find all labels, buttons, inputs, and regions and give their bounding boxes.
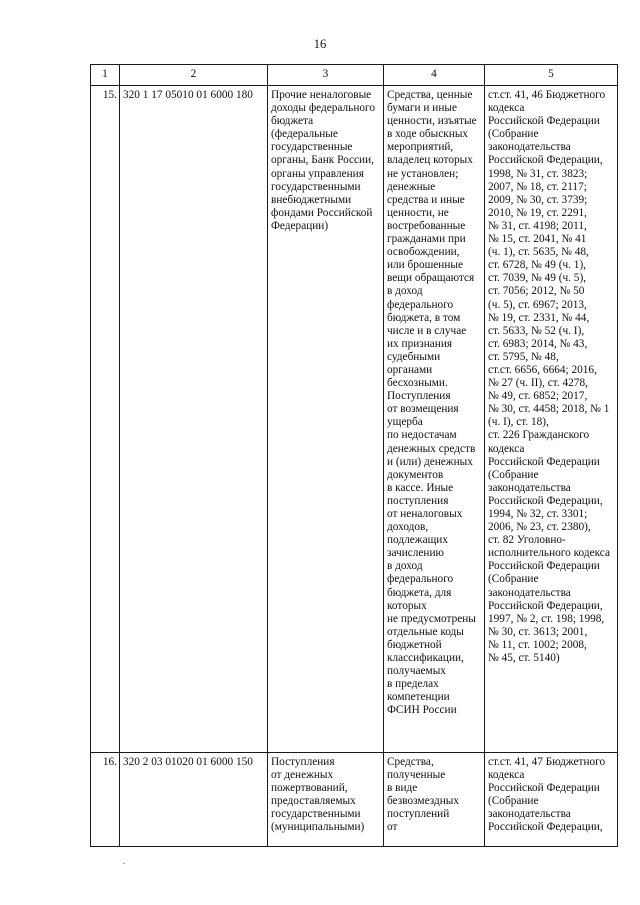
column-header-2: 2 (120, 65, 268, 86)
budget-code: 320 1 17 05010 01 6000 180 (120, 86, 268, 753)
income-description: Средства, полученные в виде безвозмездных поступлений от (384, 753, 485, 847)
column-header-5: 5 (485, 65, 618, 86)
page-number: 16 (313, 37, 327, 51)
row-number: 15. (91, 86, 120, 753)
budget-code: 320 2 03 01020 01 6000 150 (120, 753, 268, 847)
income-name: Поступления от денежных пожертвований, предоставляемых государственными (муниципальными) (268, 753, 384, 847)
legal-basis: ст.ст. 41, 46 Бюджетного кодекса Российской Федерации (Собрание законодательства Российской Федерации, 1998, № 31, ст. 3823; 2007, № 18, ст. 2117; 2009, № 30, ст. 3739; 2010, № 19, ст. 2291, № 31, ст. 4198; 2011, № 15, ст. 2041, № 41 (ч. 1), ст. 5635, № 48, ст. 6728, № 49 (ч. 1), ст. 7039, № 49 (ч. 5), ст. 7056; 2012, № 50 (ч. 5), ст. 6967; 2013, № 19, ст. 2331, № 44, ст. 5633, № 52 (ч. I), ст. 6983; 2014, № 43, ст. 5795, № 48, ст.ст. 6656, 6664; 2016, № 27 (ч. II), ст. 4278, № 49, ст. 6852; 2017, № 30, ст. 4458; 2018, № 1 (ч. I), ст. 18), ст. 226 Гражданского кодекса Российской Федерации (Собрание законодательства Российской Федерации, 1994, № 32, ст. 3301; 2006, № 23, ст. 2380), ст. 82 Уголовно- исполнительного кодекса Российской Федерации (Собрание законодательства Российской Федерации, 1997, № 2, ст. 198; 1998, № 30, ст. 3613; 2001, № 11, ст. 1002; 2008, № 45, ст. 5140) (485, 86, 618, 753)
column-header-1: 1 (91, 65, 120, 86)
classification-table (90, 64, 618, 847)
column-header-3: 3 (268, 65, 384, 86)
income-name: Прочие неналоговые доходы федерального бюджета (федеральные государственные органы, Банк России, органы управления государственными внебюджетными фондами Российской Федерации) (268, 86, 384, 753)
table-header-row (91, 65, 618, 86)
footer-mark: . (123, 856, 126, 866)
table-row (91, 86, 618, 753)
legal-basis: ст.ст. 41, 47 Бюджетного кодекса Российской Федерации (Собрание законодательства Российской Федерации, (485, 753, 618, 847)
table-row (91, 753, 618, 847)
income-description: Средства, ценные бумаги и иные ценности, изъятые в ходе обыскных мероприятий, владелец которых не установлен; денежные средства и иные ценности, не востребованные гражданами при освобождении, или брошенные вещи обращаются в доход федерального бюджета, в том числе и в случае их признания судебными органами бесхозными. Поступления от возмещения ущерба по недостачам денежных средств и (или) денежных документов в кассе. Иные поступления от неналоговых доходов, подлежащих зачислению в доход федерального бюджета, для которых не предусмотрены отдельные коды бюджетной классификации, получаемых в пределах компетенции ФСИН России (384, 86, 485, 753)
row-number: 16. (91, 753, 120, 847)
column-header-4: 4 (384, 65, 485, 86)
